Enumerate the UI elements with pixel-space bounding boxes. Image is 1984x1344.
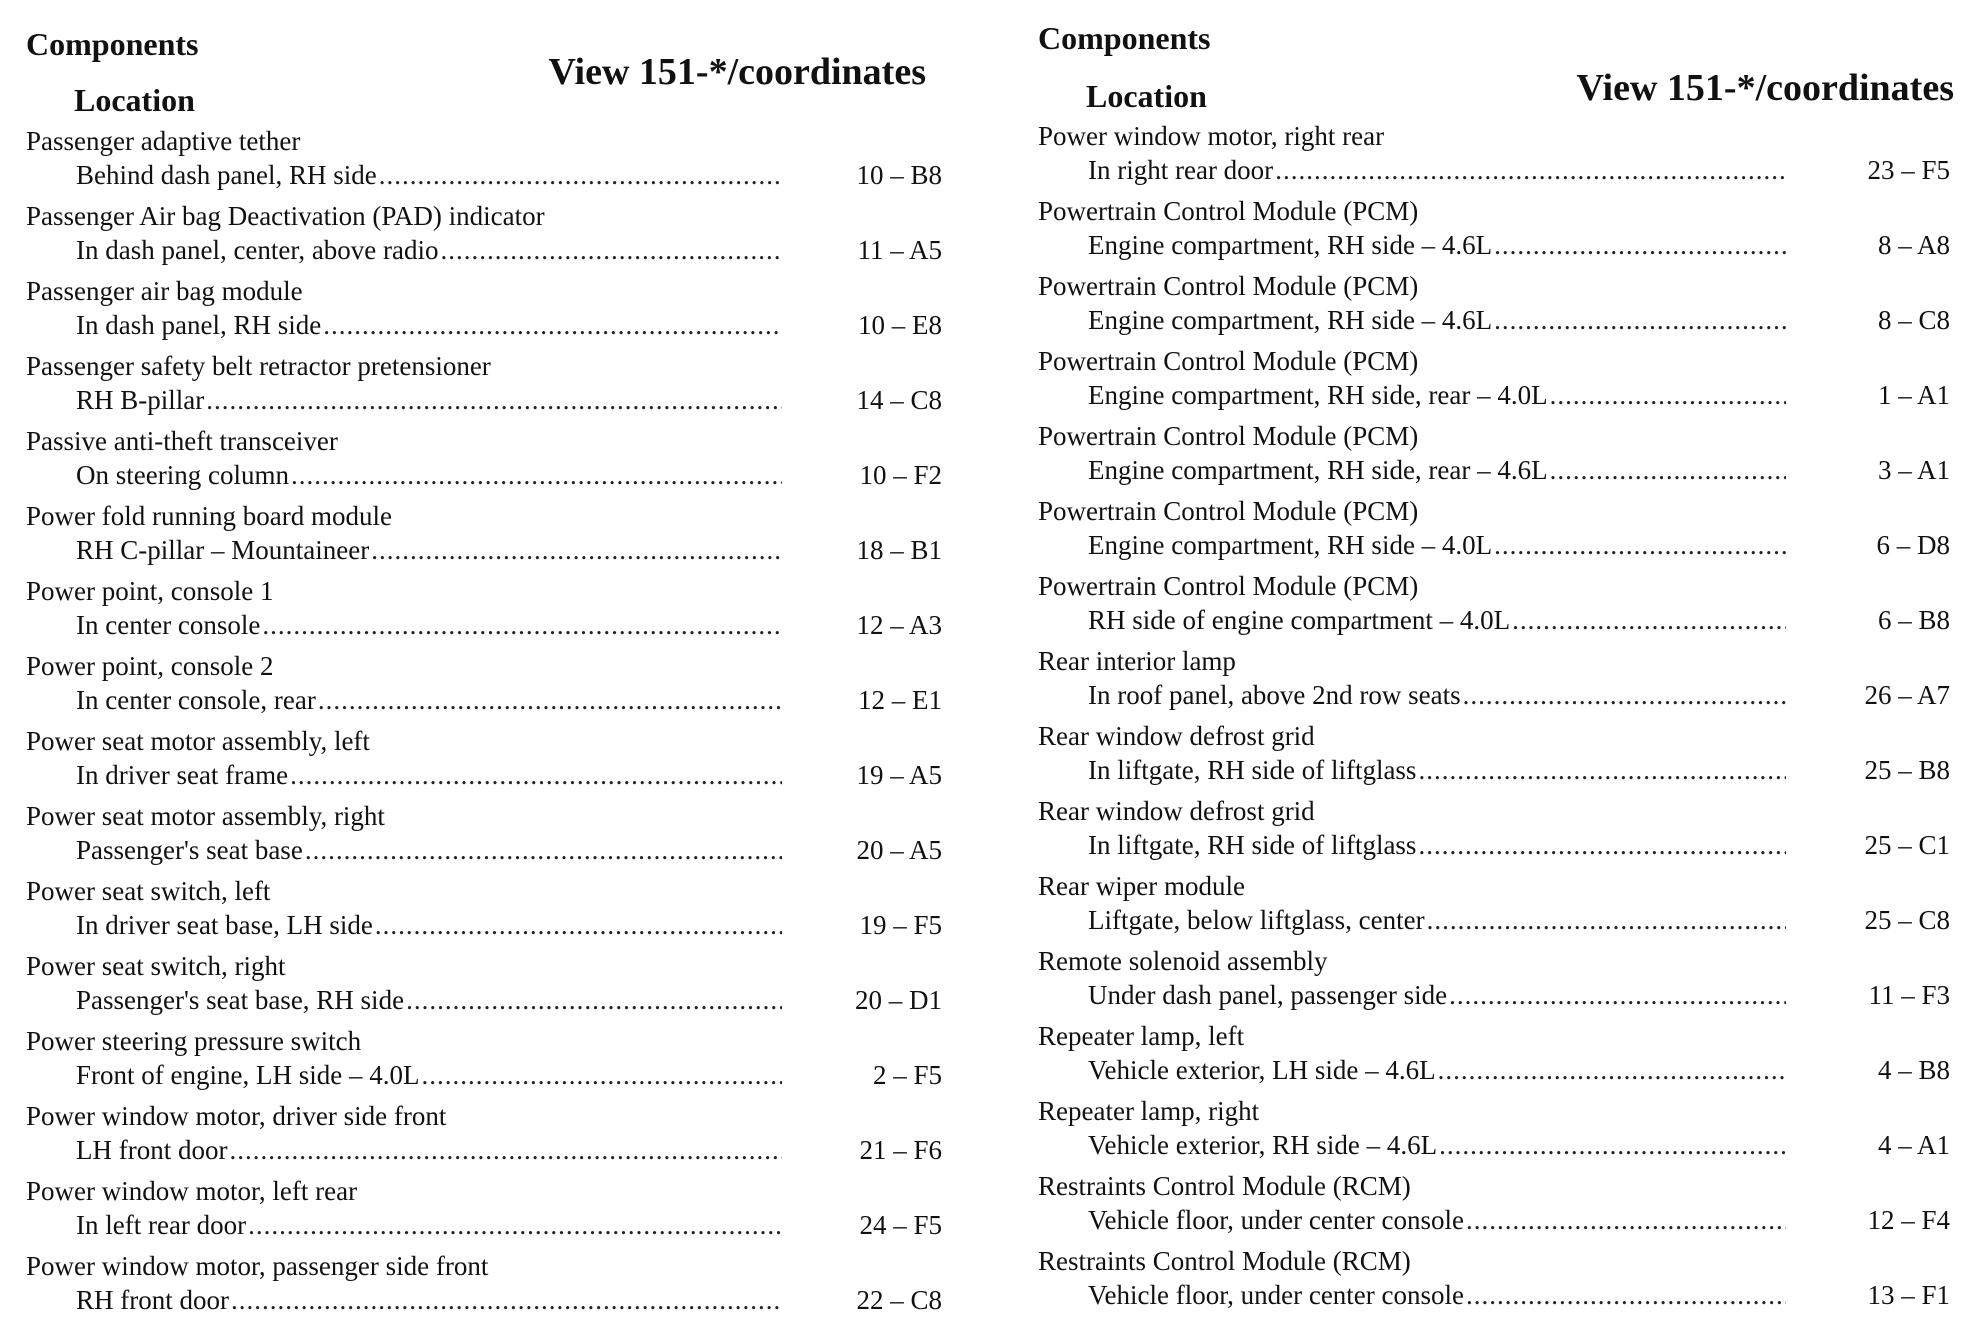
view-coordinate: 1 – A1 [1877, 380, 1950, 410]
view-coordinate: 4 – A1 [1877, 1130, 1950, 1160]
dot-leader [229, 1135, 782, 1166]
dot-leader [1463, 680, 1786, 711]
component-entry [24, 951, 944, 1026]
component-name: Powertrain Control Module (PCM) [1038, 271, 1419, 301]
component-location: Under dash panel, passenger side [1088, 980, 1448, 1010]
components-heading: Components [1038, 20, 1211, 56]
view-coordinate: 10 – B8 [856, 160, 942, 190]
component-name: Repeater lamp, right [1038, 1096, 1260, 1126]
component-name: Restraints Control Module (RCM) [1038, 1246, 1411, 1276]
location-line [76, 910, 782, 941]
view-coordinate: 3 – A1 [1877, 455, 1950, 485]
location-heading: Location [1086, 78, 1207, 114]
dot-leader [1466, 1205, 1786, 1236]
component-entry [1036, 796, 1956, 871]
dot-leader [1494, 530, 1786, 561]
component-entry [1036, 1246, 1956, 1321]
dot-leader [1275, 155, 1786, 186]
component-location: In driver seat frame [76, 760, 289, 790]
component-location: In liftgate, RH side of liftglass [1088, 830, 1417, 860]
component-location: Passenger's seat base [76, 835, 303, 865]
component-location: RH B-pillar [76, 385, 205, 415]
component-entry [24, 726, 944, 801]
view-coordinate: 20 – A5 [856, 835, 942, 865]
component-location: In center console, rear [76, 685, 316, 715]
dot-leader [1418, 755, 1786, 786]
location-line [76, 1135, 782, 1166]
component-location: In driver seat base, LH side [76, 910, 373, 940]
component-entry [1036, 946, 1956, 1021]
view-coordinates-heading: View 151-*/coordinates [548, 51, 926, 93]
view-coordinate: 14 – C8 [856, 385, 942, 415]
dot-leader [375, 910, 782, 941]
dot-leader [1439, 1130, 1786, 1161]
location-line [1088, 1205, 1786, 1236]
dot-leader [371, 535, 782, 566]
components-heading: Components [26, 26, 199, 62]
view-coordinate: 25 – C1 [1864, 830, 1950, 860]
component-entry [24, 276, 944, 351]
dot-leader [262, 610, 782, 641]
dot-leader [323, 310, 782, 341]
location-line [76, 685, 782, 716]
location-line [1088, 830, 1786, 861]
component-location: Vehicle exterior, LH side – 4.6L [1088, 1055, 1436, 1085]
location-heading: Location [74, 82, 195, 118]
dot-leader [421, 1060, 782, 1091]
view-coordinate: 11 – F3 [1868, 980, 1950, 1010]
component-name: Repeater lamp, left [1038, 1021, 1245, 1051]
dot-leader [441, 235, 782, 266]
location-line [76, 310, 782, 341]
component-name: Power point, console 2 [26, 651, 274, 681]
component-location: Behind dash panel, RH side [76, 160, 377, 190]
view-coordinate: 6 – B8 [1877, 605, 1950, 635]
component-entry [24, 876, 944, 951]
location-line [76, 835, 782, 866]
view-coordinate: 20 – D1 [855, 985, 942, 1015]
component-entry [24, 1026, 944, 1101]
component-name: Remote solenoid assembly [1038, 946, 1328, 976]
component-name: Passenger air bag module [26, 276, 303, 306]
location-line [1088, 905, 1786, 936]
component-location: Engine compartment, RH side – 4.6L [1088, 230, 1493, 260]
location-line [1088, 1280, 1786, 1311]
location-line [1088, 155, 1786, 186]
component-location: Front of engine, LH side – 4.0L [76, 1060, 420, 1090]
dot-leader [379, 160, 782, 191]
dot-leader [206, 385, 782, 416]
view-coordinate: 10 – E8 [858, 310, 942, 340]
component-name: Power window motor, right rear [1038, 121, 1385, 151]
view-coordinate: 8 – C8 [1877, 305, 1950, 335]
component-location: RH C-pillar – Mountaineer [76, 535, 370, 565]
dot-leader [1494, 305, 1786, 336]
component-entry [1036, 571, 1956, 646]
view-coordinate: 19 – A5 [856, 760, 942, 790]
view-coordinate: 2 – F5 [872, 1060, 942, 1090]
component-name: Rear interior lamp [1038, 646, 1236, 676]
component-location: RH front door [76, 1285, 229, 1315]
view-coordinates-heading: View 151-*/coordinates [1576, 67, 1954, 109]
location-line [1088, 605, 1786, 636]
dot-leader [231, 1285, 782, 1316]
location-line [1088, 980, 1786, 1011]
component-location: Engine compartment, RH side, rear – 4.0L [1088, 380, 1548, 410]
view-coordinate: 10 – F2 [859, 460, 942, 490]
component-name: Powertrain Control Module (PCM) [1038, 346, 1419, 376]
component-entry [1036, 871, 1956, 946]
component-location: In right rear door [1088, 155, 1274, 185]
location-line [76, 535, 782, 566]
view-coordinate: 24 – F5 [859, 1210, 942, 1240]
component-name: Powertrain Control Module (PCM) [1038, 496, 1419, 526]
component-entry [24, 651, 944, 726]
component-location: RH side of engine compartment – 4.0L [1088, 605, 1511, 635]
dot-leader [318, 685, 782, 716]
component-location: Vehicle floor, under center console [1088, 1205, 1465, 1235]
view-coordinate: 12 – A3 [856, 610, 942, 640]
view-coordinate: 26 – A7 [1864, 680, 1950, 710]
component-name: Power steering pressure switch [26, 1026, 362, 1056]
component-entry [24, 1251, 944, 1326]
component-entry [24, 201, 944, 276]
component-list [1036, 121, 1956, 1321]
component-entry [1036, 496, 1956, 571]
component-location: In roof panel, above 2nd row seats [1088, 680, 1461, 710]
view-coordinate: 25 – B8 [1864, 755, 1950, 785]
component-entry [24, 1101, 944, 1176]
location-line [76, 610, 782, 641]
location-line [1088, 455, 1786, 486]
component-name: Power fold running board module [26, 501, 392, 531]
component-name: Power point, console 1 [26, 576, 274, 606]
view-coordinate: 22 – C8 [856, 1285, 942, 1315]
component-name: Power window motor, driver side front [26, 1101, 447, 1131]
component-name: Power seat motor assembly, right [26, 801, 385, 831]
dot-leader [406, 985, 782, 1016]
component-entry [24, 801, 944, 876]
dot-leader [291, 460, 782, 491]
component-name: Passenger safety belt retractor pretensioner [26, 351, 491, 381]
view-coordinate: 21 – F6 [859, 1135, 942, 1165]
component-location: Vehicle floor, under center console [1088, 1280, 1465, 1310]
view-coordinate: 12 – F4 [1867, 1205, 1950, 1235]
component-location: Liftgate, below liftglass, center [1088, 905, 1425, 935]
view-coordinate: 18 – B1 [856, 535, 942, 565]
component-name: Rear window defrost grid [1038, 796, 1315, 826]
dot-leader [1550, 455, 1786, 486]
view-coordinate: 19 – F5 [859, 910, 942, 940]
dot-leader [1427, 905, 1786, 936]
component-location: In liftgate, RH side of liftglass [1088, 755, 1417, 785]
component-entry [24, 1176, 944, 1251]
view-coordinate: 4 – B8 [1877, 1055, 1950, 1085]
location-line [76, 235, 782, 266]
dot-leader [1550, 380, 1786, 411]
component-name: Passive anti-theft transceiver [26, 426, 338, 456]
view-coordinate: 23 – F5 [1867, 155, 1950, 185]
component-location: Engine compartment, RH side – 4.6L [1088, 305, 1493, 335]
component-entry [1036, 1096, 1956, 1171]
view-coordinate: 13 – F1 [1867, 1280, 1950, 1310]
component-location: In left rear door [76, 1210, 247, 1240]
view-coordinate: 12 – E1 [858, 685, 942, 715]
location-line [76, 385, 782, 416]
location-line [76, 1285, 782, 1316]
component-name: Powertrain Control Module (PCM) [1038, 571, 1419, 601]
location-line [76, 1060, 782, 1091]
dot-leader [1512, 605, 1786, 636]
location-line [1088, 530, 1786, 561]
dot-leader [1438, 1055, 1786, 1086]
view-coordinate: 6 – D8 [1876, 530, 1950, 560]
component-name: Passenger adaptive tether [26, 126, 301, 156]
component-location: Vehicle exterior, RH side – 4.6L [1088, 1130, 1438, 1160]
component-entry [24, 426, 944, 501]
component-name: Powertrain Control Module (PCM) [1038, 421, 1419, 451]
component-entry [1036, 1021, 1956, 1096]
location-line [76, 985, 782, 1016]
location-line [1088, 380, 1786, 411]
view-coordinate: 8 – A8 [1877, 230, 1950, 260]
view-coordinate: 25 – C8 [1864, 905, 1950, 935]
dot-leader [248, 1210, 782, 1241]
location-line [76, 460, 782, 491]
component-location: On steering column [76, 460, 289, 490]
component-entry [1036, 421, 1956, 496]
component-location: Engine compartment, RH side, rear – 4.6L [1088, 455, 1548, 485]
component-location: In dash panel, RH side [76, 310, 322, 340]
component-name: Restraints Control Module (RCM) [1038, 1171, 1411, 1201]
dot-leader [1449, 980, 1786, 1011]
component-name: Rear window defrost grid [1038, 721, 1315, 751]
component-entry [1036, 721, 1956, 796]
location-line [76, 1210, 782, 1241]
component-name: Power seat switch, left [26, 876, 271, 906]
location-line [1088, 230, 1786, 261]
dot-leader [1418, 830, 1786, 861]
dot-leader [1494, 230, 1786, 261]
view-coordinate: 11 – A5 [857, 235, 942, 265]
component-name: Rear wiper module [1038, 871, 1245, 901]
dot-leader [305, 835, 782, 866]
dot-leader [1466, 1280, 1786, 1311]
component-location: LH front door [76, 1135, 228, 1165]
location-line [1088, 1055, 1786, 1086]
location-line [1088, 755, 1786, 786]
location-line [1088, 305, 1786, 336]
component-location: Passenger's seat base, RH side [76, 985, 405, 1015]
component-entry [1036, 646, 1956, 721]
component-entry [24, 501, 944, 576]
location-line [76, 160, 782, 191]
component-entry [1036, 346, 1956, 421]
location-line [76, 760, 782, 791]
component-location: In center console [76, 610, 261, 640]
location-line [1088, 1130, 1786, 1161]
location-line [1088, 680, 1786, 711]
component-entry [1036, 271, 1956, 346]
component-name: Power seat motor assembly, left [26, 726, 370, 756]
component-name: Power window motor, passenger side front [26, 1251, 489, 1281]
component-location: Engine compartment, RH side – 4.0L [1088, 530, 1493, 560]
component-name: Passenger Air bag Deactivation (PAD) indicator [26, 201, 545, 231]
component-entry [24, 126, 944, 201]
component-entry [1036, 196, 1956, 271]
component-entry [24, 576, 944, 651]
component-entry [1036, 1171, 1956, 1246]
component-list [24, 126, 944, 1326]
component-name: Power window motor, left rear [26, 1176, 358, 1206]
component-name: Power seat switch, right [26, 951, 286, 981]
component-location: In dash panel, center, above radio [76, 235, 439, 265]
component-entry [24, 351, 944, 426]
component-entry [1036, 121, 1956, 196]
dot-leader [290, 760, 782, 791]
component-name: Powertrain Control Module (PCM) [1038, 196, 1419, 226]
